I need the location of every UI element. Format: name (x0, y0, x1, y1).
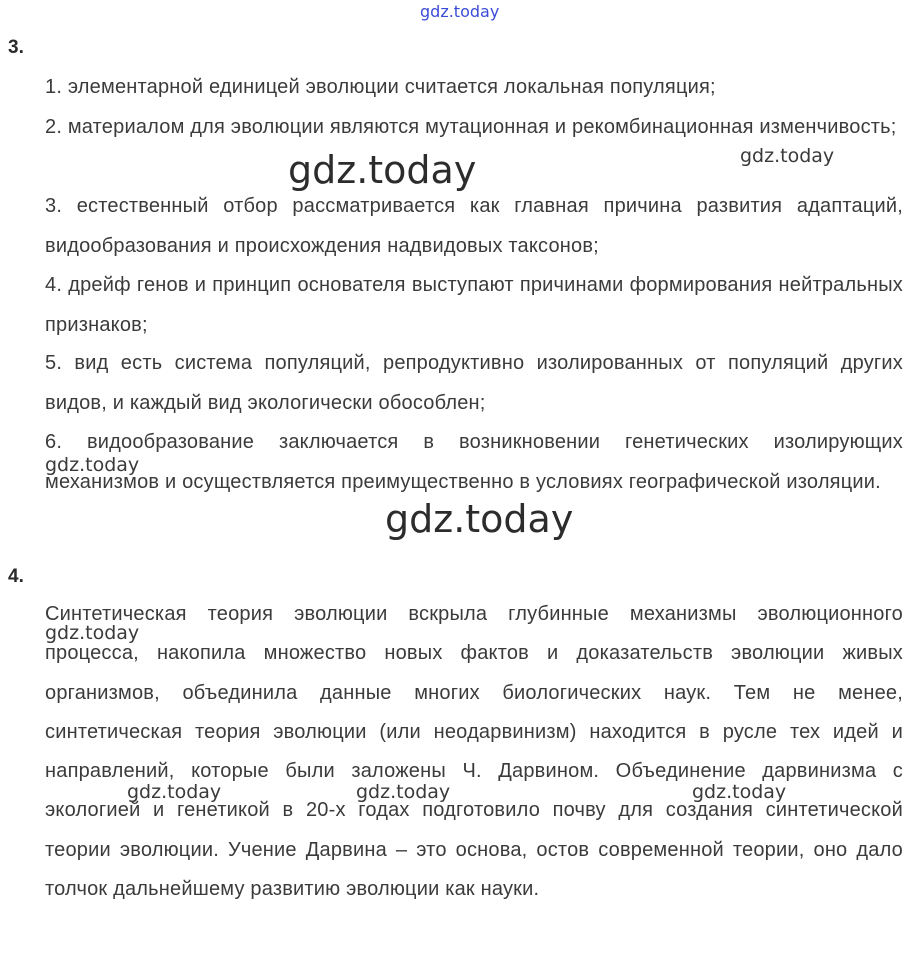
section-3-item-5: 5. вид есть система популяций, репродуктивно изолированных от популяций других видов, и каждый вид экологически обособлен; (45, 352, 903, 414)
section-3-item-6: 6. видообразование заключается в возникновении генетических изолирующих механизмов и осуществляется преимущественно в условиях географической изоляции. (45, 431, 903, 493)
watermark-small-5: gdz.today (356, 781, 451, 803)
watermark-small-2: gdz.today (45, 454, 140, 476)
watermark-large-2: gdz.today (385, 497, 574, 541)
watermark-small-3: gdz.today (45, 622, 140, 644)
section-3-item-2: 2. материалом для эволюции являются мутационная и рекомбинационная изменчивость; (45, 116, 897, 138)
section-3-item-3: 3. естественный отбор рассматривается как главная причина развития адаптаций, видообразования и происхождения надвидовых таксонов; (45, 195, 903, 257)
section-4-paragraph: Синтетическая теория эволюции вскрыла глубинные механизмы эволюционного процесса, накопила множество новых фактов и доказательств эволюции живых организмов, объединила данные многих биологических наук. Тем не менее, синтетическая теория эволюции (или неодарвинизм) находится в русле тех идей и направлений, которые были заложены Ч. Дарвином. Объединение дарвинизма с экологией и генетикой в 20-х годах подготовило почву для создания синтетической теории эволюции. Учение Дарвина – это основа, остов современной теории, оно дало толчок дальнейшему развитию эволюции как науки. (45, 603, 903, 901)
section-3-item-4: 4. дрейф генов и принцип основателя выступают причинами формирования нейтральных признаков; (45, 274, 903, 336)
watermark-large-1: gdz.today (288, 148, 477, 192)
section-4-number: 4. (8, 566, 24, 587)
watermark-small-1: gdz.today (740, 145, 835, 167)
watermark-small-4: gdz.today (127, 781, 222, 803)
watermark-top: gdz.today (420, 2, 500, 21)
watermark-small-6: gdz.today (692, 781, 787, 803)
section-3-number: 3. (8, 37, 24, 58)
section-3-item-1: 1. элементарной единицей эволюции считается локальная популяция; (45, 76, 716, 98)
